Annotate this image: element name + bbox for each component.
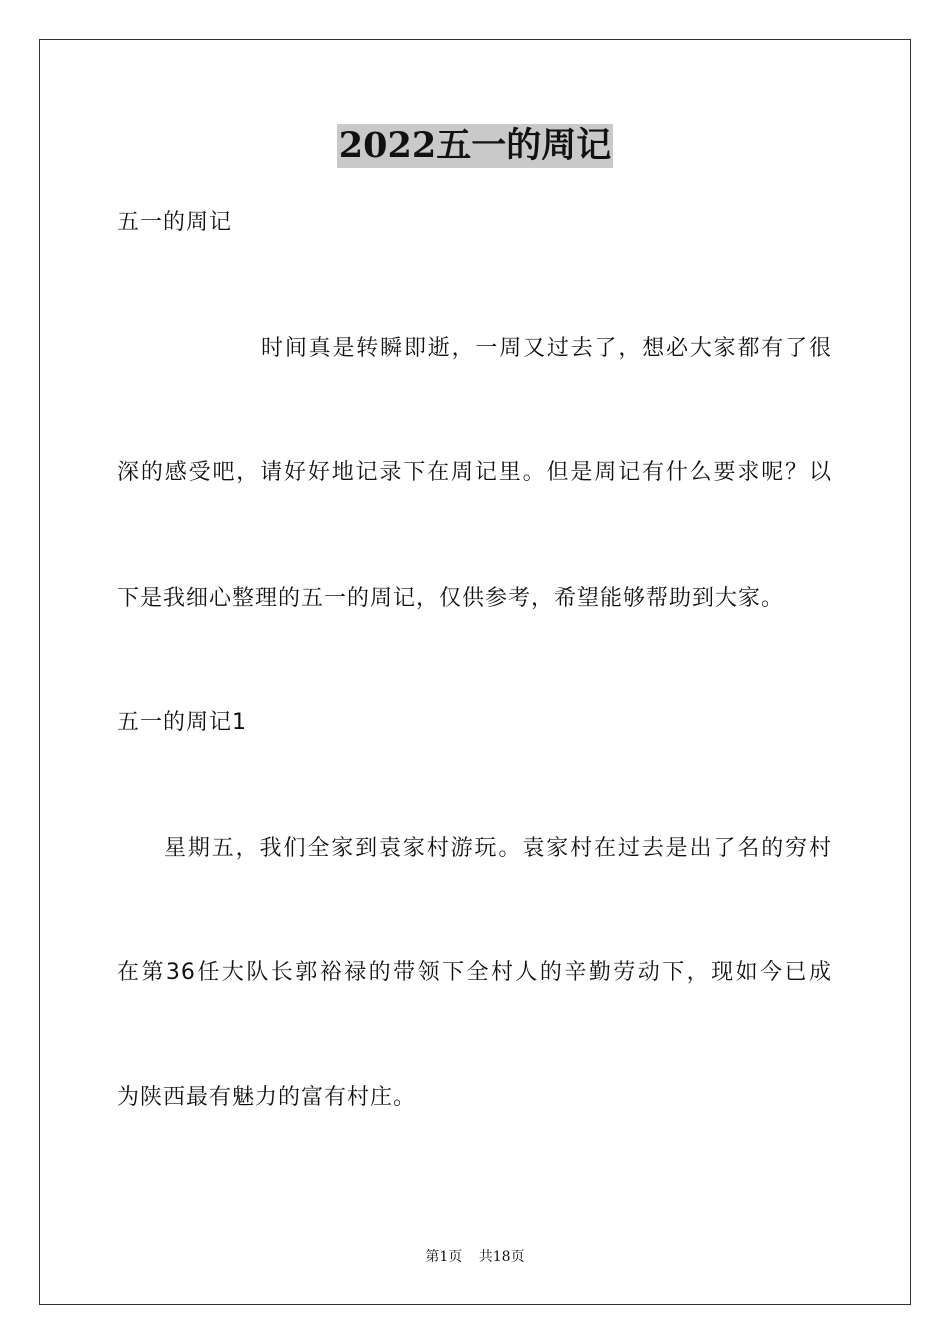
intro-line-1: 时间真是转瞬即逝，一周又过去了，想必大家都有了很 [261, 336, 832, 361]
intro-line-2: 深的感受吧，请好好地记录下在周记里。但是周记有什么要求呢？以 [117, 460, 832, 485]
page-footer [0, 1248, 950, 1266]
subtitle: 五一的周记 [117, 210, 233, 235]
body-line-2: 在第36任大队长郭裕禄的带领下全村人的辛勤劳动下，现如今已成 [117, 960, 832, 985]
document-title-block [0, 124, 950, 168]
body-line-3: 为陕西最有魅力的富有村庄。 [117, 1085, 417, 1110]
page-total: 共18页 [478, 1249, 525, 1265]
intro-line-3: 下是我细心整理的五一的周记，仅供参考，希望能够帮助到大家。 [117, 586, 785, 611]
document-title: 2022五一的周记 [338, 125, 612, 166]
body-line-1: 星期五，我们全家到袁家村游玩。袁家村在过去是出了名的穷村 [164, 836, 832, 861]
section-heading: 五一的周记1 [117, 710, 247, 735]
page-number: 第1页 [425, 1249, 463, 1265]
